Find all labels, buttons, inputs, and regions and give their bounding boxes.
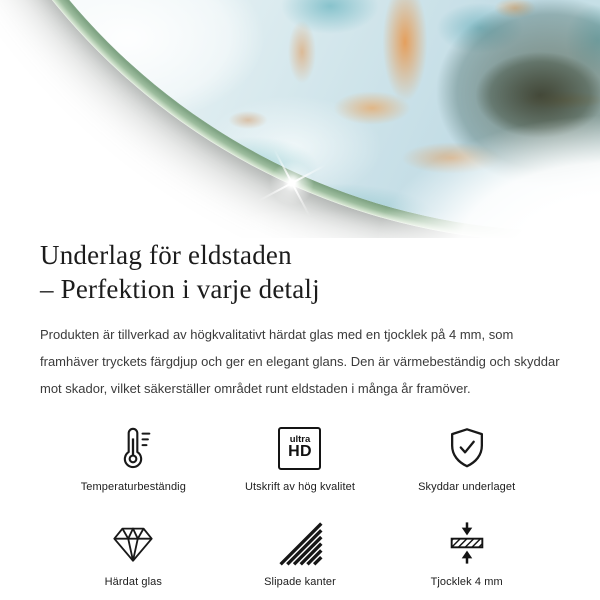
title-line-1: Underlag för eldstaden [40,240,292,270]
ultra-hd-icon [278,424,321,472]
feature-print-quality [217,424,384,493]
feature-label: Slipade kanter [264,576,336,588]
product-description-section [0,238,600,588]
feature-thickness [383,519,550,588]
shield-check-icon [444,424,490,472]
feature-label: Utskrift av hög kvalitet [244,481,355,493]
feature-label: Skyddar underlaget [418,481,516,493]
title-line-2: – Perfektion i varje detalj [40,274,320,304]
feature-polished-edges [217,519,384,588]
feature-protects-surface [383,424,550,493]
ultra-hd-badge-top: ultra [289,433,311,445]
diamond-icon [110,519,156,567]
thickness-icon [444,519,490,567]
thermometer-icon [110,424,156,472]
feature-grid [40,402,560,588]
feature-label: Tjocklek 4 mm [430,576,503,588]
feature-label: Härdat glas [104,576,162,588]
page-title [40,238,560,306]
feature-tempered-glass [50,519,217,588]
feature-label: Temperaturbeständig [80,481,186,493]
polished-edges-icon [277,519,323,567]
product-description-text: Produkten är tillverkad av högkvalitativt härdat glas med en tjocklek på 4 mm, som framhäver tryckets färgdjup och ger en elegant glans. Den är värmebeständig och skyddar mot skador, vilket säkerställer området runt eldstaden i många år framöver. [40,327,560,396]
product-hero-image [0,0,600,238]
glass-face [0,0,600,231]
ultra-hd-badge-bottom: HD [288,443,312,461]
marble-artwork [0,0,600,231]
feature-temperature [50,424,217,493]
